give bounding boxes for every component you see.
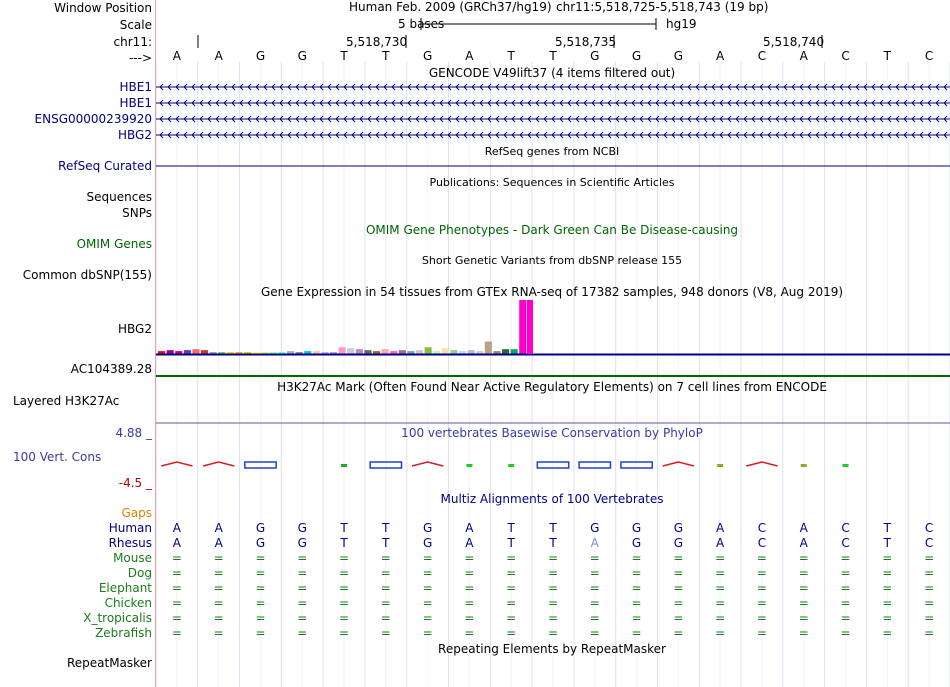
gap-symbol: = — [631, 596, 642, 610]
gtex-tissue-bar — [485, 341, 492, 354]
species-dog: Dog — [127, 566, 152, 580]
human-base: T — [382, 521, 390, 535]
h3k27ac-title[interactable]: H3K27Ac Mark (Often Found Near Active Regulatory Elements) on 7 cell lines from ENCODE — [277, 380, 827, 394]
gap-symbol: = — [673, 626, 684, 640]
gap-symbol: = — [213, 566, 224, 580]
gap-symbol: = — [171, 551, 182, 565]
gap-symbol: = — [840, 611, 851, 625]
species-rhesus: Rhesus — [108, 536, 152, 550]
base-letter: A — [465, 49, 474, 63]
base-letter: T — [883, 49, 891, 63]
gap-symbol: = — [255, 581, 266, 595]
base-letter: G — [422, 49, 433, 63]
gtex-tissue-bar — [442, 348, 449, 354]
rhesus-base: A — [172, 536, 181, 550]
human-base: A — [172, 521, 181, 535]
chrom-label: chr11: — [113, 35, 152, 49]
gap-symbol: = — [422, 581, 433, 595]
base-letter: T — [340, 49, 348, 63]
species-zebrafish: Zebrafish — [95, 626, 152, 640]
track-label-hbe1-2[interactable]: HBE1 — [119, 96, 152, 110]
track-label-hbe1[interactable]: HBE1 — [119, 80, 152, 94]
human-base: G — [297, 521, 307, 535]
track-label-gtex-gene[interactable]: HBG2 — [118, 322, 152, 336]
gap-symbol: = — [924, 611, 935, 625]
base-letter: C — [924, 49, 934, 63]
rhesus-base: A — [590, 536, 599, 550]
gap-symbol: = — [840, 551, 851, 565]
gtex-tissue-bar — [519, 300, 526, 354]
gap-symbol: = — [715, 581, 726, 595]
gap-symbol: = — [339, 581, 350, 595]
rhesus-base: T — [883, 536, 891, 550]
track-label-conservation[interactable]: 100 Vert. Cons — [13, 450, 102, 464]
gap-symbol: = — [339, 551, 350, 565]
track-label-ac-gene[interactable]: AC104389.28 — [70, 362, 152, 376]
gap-symbol: = — [924, 581, 935, 595]
gap-symbol: = — [506, 551, 517, 565]
gap-symbol: = — [715, 611, 726, 625]
rhesus-base: G — [673, 536, 684, 550]
human-base: G — [255, 521, 266, 535]
omim-title[interactable]: OMIM Gene Phenotypes - Dark Green Can Be Disease-causing — [365, 223, 739, 237]
human-base: G — [673, 521, 684, 535]
base-letter: T — [549, 49, 557, 63]
gap-symbol: = — [297, 596, 308, 610]
gtex-tissue-bar — [356, 349, 363, 354]
gap-symbol: = — [339, 611, 350, 625]
base-letter: C — [841, 49, 850, 63]
human-base: C — [757, 521, 767, 535]
human-base: T — [340, 521, 348, 535]
rhesus-base: T — [507, 536, 515, 550]
gap-symbol: = — [339, 566, 350, 580]
gap-symbol: = — [715, 551, 726, 565]
base-letter: A — [716, 49, 725, 63]
base-letter: G — [297, 49, 307, 63]
cons-max-label: 4.88 _ — [115, 426, 152, 440]
dbsnp-title[interactable]: Short Genetic Variants from dbSNP release 155 — [421, 254, 683, 267]
repeatmasker-title[interactable]: Repeating Elements by RepeatMasker — [438, 642, 666, 656]
gap-symbol: = — [756, 581, 767, 595]
track-label-dbsnp[interactable]: Common dbSNP(155) — [22, 268, 152, 282]
gap-symbol: = — [840, 596, 851, 610]
base-letter: G — [673, 49, 684, 63]
gap-symbol: = — [506, 626, 517, 640]
gap-symbol: = — [882, 566, 893, 580]
track-label-hbg2[interactable]: HBG2 — [118, 128, 152, 142]
gap-symbol: = — [756, 551, 767, 565]
gap-symbol: = — [798, 566, 809, 580]
base-letter: G — [590, 49, 600, 63]
gap-symbol: = — [631, 626, 642, 640]
conservation-glyph — [801, 464, 807, 467]
gap-symbol: = — [673, 611, 684, 625]
gap-symbol: = — [464, 566, 475, 580]
rhesus-base: G — [255, 536, 266, 550]
rhesus-base: A — [799, 536, 808, 550]
rhesus-base: A — [214, 536, 223, 550]
gap-symbol: = — [255, 626, 266, 640]
gap-symbol: = — [422, 596, 433, 610]
gap-symbol: = — [673, 566, 684, 580]
gtex-tissue-bar — [502, 349, 509, 354]
gap-symbol: = — [297, 551, 308, 565]
gap-symbol: = — [798, 626, 809, 640]
human-base: G — [590, 521, 600, 535]
gap-symbol: = — [882, 581, 893, 595]
gap-symbol: = — [213, 551, 224, 565]
gap-symbol: = — [547, 596, 559, 610]
gtex-tissue-bar — [184, 350, 191, 354]
human-base: T — [507, 521, 515, 535]
gap-symbol: = — [924, 551, 935, 565]
base-letter: T — [382, 49, 390, 63]
gap-symbol: = — [464, 626, 475, 640]
conservation-glyph — [843, 464, 849, 467]
conservation-glyph — [717, 464, 723, 467]
refseq-title[interactable]: RefSeq genes from NCBI — [484, 145, 620, 158]
base-letter: T — [507, 49, 515, 63]
human-base: A — [465, 521, 474, 535]
gap-symbol: = — [673, 551, 684, 565]
species-chicken: Chicken — [104, 596, 152, 610]
gap-symbol: = — [171, 566, 182, 580]
gtex-tissue-bar — [339, 347, 346, 354]
gap-symbol: = — [631, 566, 642, 580]
gap-symbol: = — [380, 581, 391, 595]
gap-symbol: = — [171, 596, 182, 610]
gtex-tissue-bar — [468, 350, 475, 354]
rhesus-base: A — [465, 536, 474, 550]
publications-title[interactable]: Publications: Sequences in Scientific Articles — [429, 176, 675, 189]
base-letter: A — [799, 49, 808, 63]
base-letter: C — [757, 49, 767, 63]
gap-symbol: = — [715, 596, 726, 610]
gtex-tissue-bar — [425, 347, 432, 354]
gap-symbol: = — [297, 581, 308, 595]
base-letter: G — [255, 49, 266, 63]
gap-symbol: = — [213, 611, 224, 625]
track-label-refseq[interactable]: RefSeq Curated — [58, 159, 152, 173]
gap-symbol: = — [798, 611, 809, 625]
track-label-h3k27ac[interactable]: Layered H3K27Ac — [13, 394, 120, 408]
gap-symbol: = — [506, 566, 517, 580]
human-base: A — [799, 521, 808, 535]
gap-symbol: = — [506, 596, 517, 610]
gap-symbol: = — [589, 596, 600, 610]
gap-symbol: = — [673, 596, 684, 610]
rhesus-base: G — [631, 536, 642, 550]
human-base: T — [549, 521, 557, 535]
gap-symbol: = — [924, 626, 935, 640]
gap-symbol: = — [547, 626, 559, 640]
gap-symbol: = — [882, 611, 893, 625]
gtex-tissue-bar — [364, 350, 371, 354]
gap-symbol: = — [213, 581, 224, 595]
human-base: A — [716, 521, 725, 535]
gap-symbol: = — [380, 596, 391, 610]
rhesus-base: C — [841, 536, 850, 550]
gap-symbol: = — [422, 566, 433, 580]
track-label-repeatmasker[interactable]: RepeatMasker — [66, 656, 152, 670]
base-letter: A — [214, 49, 223, 63]
gap-symbol: = — [924, 596, 935, 610]
gap-symbol: = — [255, 551, 266, 565]
rhesus-base: A — [716, 536, 725, 550]
gap-symbol: = — [297, 611, 308, 625]
gap-symbol: = — [840, 581, 851, 595]
gap-symbol: = — [882, 551, 893, 565]
gap-symbol: = — [422, 611, 433, 625]
human-base: A — [214, 521, 223, 535]
gap-symbol: = — [297, 626, 308, 640]
conservation-title[interactable]: 100 vertebrates Basewise Conservation by PhyloP — [401, 426, 703, 440]
gtex-tissue-bar — [511, 349, 518, 354]
species-human: Human — [108, 521, 152, 535]
gtex-tissue-bar — [416, 350, 423, 354]
gap-symbol: = — [171, 611, 182, 625]
gap-symbol: = — [631, 581, 642, 595]
gap-symbol: = — [756, 626, 767, 640]
gap-symbol: = — [924, 566, 935, 580]
gap-symbol: = — [213, 596, 224, 610]
species-x-tropicalis: X_tropicalis — [83, 611, 152, 625]
conservation-glyph — [466, 464, 472, 467]
conservation-glyph — [341, 464, 347, 467]
gap-symbol: = — [464, 581, 475, 595]
gtex-tissue-bar — [201, 350, 208, 354]
track-label-ensg[interactable]: ENSG00000239920 — [34, 112, 152, 126]
ruler-tick-2: 5,518,735 — [555, 35, 617, 49]
gap-symbol: = — [756, 566, 767, 580]
rhesus-base: C — [757, 536, 767, 550]
gap-symbol: = — [547, 551, 559, 565]
track-label-gaps: Gaps — [121, 506, 152, 520]
human-base: G — [631, 521, 642, 535]
species-elephant: Elephant — [98, 581, 152, 595]
gap-symbol: = — [464, 551, 475, 565]
track-image[interactable] — [156, 0, 950, 687]
gap-symbol: = — [715, 626, 726, 640]
conservation-glyph — [508, 464, 514, 467]
track-label-sequences[interactable]: Sequences — [86, 190, 152, 204]
scale-text: 5 bases — [398, 17, 445, 31]
gap-symbol: = — [506, 581, 517, 595]
gap-symbol: = — [380, 551, 391, 565]
track-labels — [0, 0, 155, 687]
gtex-tissue-bar — [382, 349, 389, 354]
gap-symbol: = — [380, 611, 391, 625]
cons-min-label: -4.5 _ — [118, 476, 152, 490]
gap-symbol: = — [798, 581, 809, 595]
gap-symbol: = — [589, 626, 600, 640]
gencode-title[interactable]: GENCODE V49lift37 (4 items filtered out) — [428, 66, 676, 80]
gap-symbol: = — [255, 611, 266, 625]
gap-symbol: = — [380, 626, 391, 640]
gap-symbol: = — [631, 551, 642, 565]
scale-label: Scale — [119, 18, 152, 32]
track-label-omim[interactable]: OMIM Genes — [76, 237, 152, 251]
gap-symbol: = — [589, 611, 600, 625]
track-label-snps[interactable]: SNPs — [122, 206, 152, 220]
strand-label[interactable]: ---> — [128, 51, 152, 65]
gap-symbol: = — [589, 581, 600, 595]
gap-symbol: = — [756, 596, 767, 610]
ruler-tick-3: 5,518,740 — [763, 35, 825, 49]
gap-symbol: = — [213, 626, 224, 640]
gap-symbol: = — [589, 551, 600, 565]
gap-symbol: = — [547, 581, 559, 595]
human-base: C — [841, 521, 850, 535]
gap-symbol: = — [673, 581, 684, 595]
gtex-highlight-bar — [527, 300, 533, 354]
gap-symbol: = — [798, 551, 809, 565]
scale-db: hg19 — [666, 17, 697, 31]
gap-symbol: = — [422, 551, 433, 565]
gap-symbol: = — [631, 611, 642, 625]
base-letter: G — [631, 49, 642, 63]
gtex-tissue-bar — [167, 350, 174, 354]
gap-symbol: = — [171, 581, 182, 595]
gtex-tissue-bar — [450, 350, 457, 354]
gap-symbol: = — [339, 626, 350, 640]
gap-symbol: = — [255, 596, 266, 610]
gap-symbol: = — [297, 566, 308, 580]
rhesus-base: T — [382, 536, 390, 550]
ruler-tick-1: 5,518,730 — [346, 35, 408, 49]
gap-symbol: = — [464, 596, 475, 610]
gap-symbol: = — [422, 626, 433, 640]
gap-symbol: = — [380, 566, 391, 580]
rhesus-base: C — [924, 536, 934, 550]
gap-symbol: = — [715, 566, 726, 580]
gtex-tissue-bar — [347, 348, 354, 354]
gap-symbol: = — [798, 596, 809, 610]
rhesus-base: T — [340, 536, 348, 550]
gap-symbol: = — [171, 626, 182, 640]
rhesus-base: G — [297, 536, 307, 550]
species-mouse: Mouse — [113, 551, 152, 565]
window-position-label: Window Position — [54, 1, 152, 15]
gtex-tissue-bar — [399, 350, 406, 354]
gap-symbol: = — [589, 566, 600, 580]
gap-symbol: = — [840, 566, 851, 580]
multiz-title[interactable]: Multiz Alignments of 100 Vertebrates — [440, 492, 664, 506]
human-base: C — [924, 521, 934, 535]
gap-symbol: = — [464, 611, 475, 625]
gtex-title[interactable]: Gene Expression in 54 tissues from GTEx RNA-seq of 17382 samples, 948 donors (V8, Aug 2019) — [260, 285, 844, 299]
gap-symbol: = — [339, 596, 350, 610]
gap-symbol: = — [506, 611, 517, 625]
human-base: G — [422, 521, 433, 535]
gap-symbol: = — [255, 566, 266, 580]
gap-symbol: = — [547, 566, 559, 580]
gap-symbol: = — [882, 626, 893, 640]
gap-symbol: = — [882, 596, 893, 610]
rhesus-base: T — [549, 536, 557, 550]
gap-symbol: = — [547, 611, 559, 625]
assembly-title: Human Feb. 2009 (GRCh37/hg19) — [349, 0, 552, 14]
gap-symbol: = — [840, 626, 851, 640]
gap-symbol: = — [756, 611, 767, 625]
base-letter: A — [172, 49, 181, 63]
rhesus-base: G — [422, 536, 433, 550]
position-title: chr11:5,518,725-5,518,743 (19 bp) — [556, 0, 769, 14]
human-base: T — [883, 521, 891, 535]
gtex-tissue-bar — [192, 349, 199, 354]
